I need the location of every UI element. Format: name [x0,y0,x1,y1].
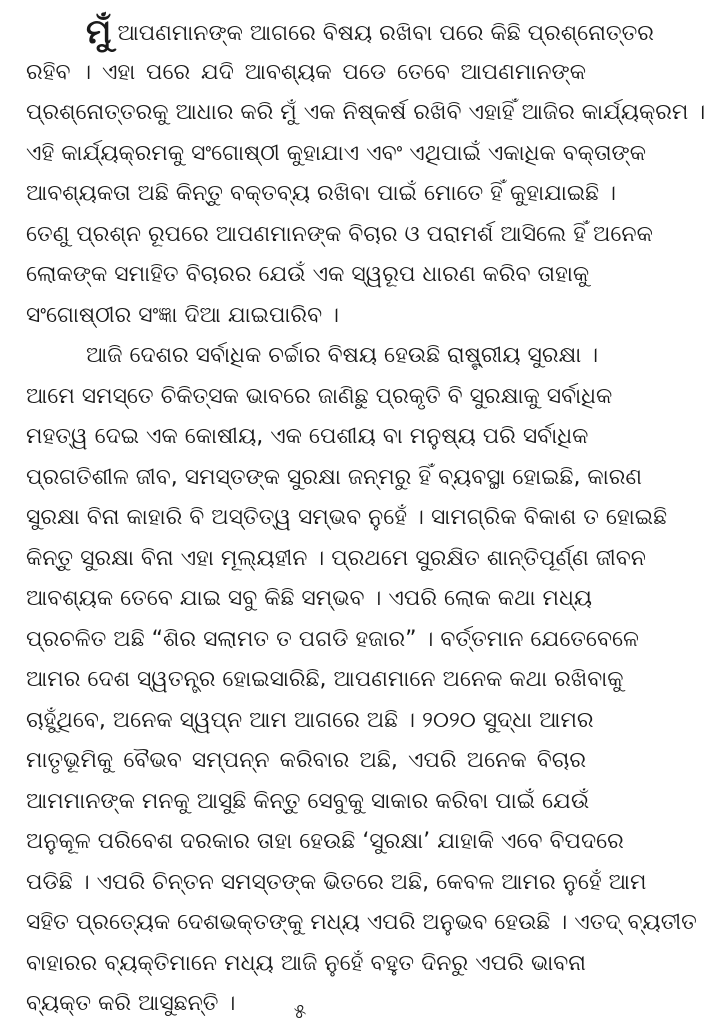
text-line: ପ୍ରଶ୍ନୋତ୍ତରକୁ ଆଧାର କରି ମୁଁ ଏକ ନିଷ୍କର୍ଷ ରଖିବି ଏହାହିଁ ଆଜିର କାର୍ଯ୍ୟକ୍ରମ । [26,100,705,125]
text-line: ଆମମାନଙ୍କ ମନକୁ ଆସୁଛି କିନ୍ତୁ ସେବୁକୁ ସାକାର କରିବା ପାଇଁ ଯେଉଁ [26,788,590,814]
paragraph-2 [26,336,697,1025]
paragraph-1 [26,12,705,336]
text-line: ପ୍ରଗତିଶୀଳ ଜୀବ, ସମସ୍ତଙ୍କ ସୁରକ୍ଷା ଜନ୍ମରୁ ହିଁ ବ୍ୟବସ୍ଥା ହୋଇଛି, କାରଣ [26,464,643,490]
text-line: ମହତ୍ୱ ଦେଇ ଏକ କୋଷୀୟ, ଏକ ପେଶୀୟ ବା ମନୁଷ୍ୟ ପରି ସର୍ବାଧିକ [26,424,589,449]
body-text [26,12,705,1025]
text-line: ଆଜି ଦେଶର ସର୍ବାଧିକ ଚର୍ଚ୍ଚାର ବିଷୟ ହେଉଛି ରାଷ୍ଟ୍ରୀୟ ସୁରକ୍ଷା । [86,343,599,368]
text-line: ମୁଁଆପଣମାନଙ୍କ ଆଗରେ ବିଷୟ ରଖିବା ପରେ କିଛି ପ୍ରଶ୍ନୋତ୍ତର [86,12,654,52]
text-line: ପଡିଛି । ଏପରି ଚିନ୍ତନ ସମସ୍ତଙ୍କ ଭିତରେ ଅଛି, କେବଳ ଆମର ନୁହେଁ ଆମ [26,869,647,895]
text-line: ବ୍ୟକ୍ତ କରି ଆସୁଛନ୍ତି । [26,991,236,1016]
text-line: ପ୍ରଚଳିତ ଅଛି “ଶିର ସଲାମତ ତ ପଗଡି ହଜାର” । ବର୍ତ୍ତମାନ ଯେତେବେଳେ [26,626,639,652]
page-number: ୫ [293,999,307,1023]
text-line: ରହିବ । ଏହା ପରେ ଯଦି ଆବଶ୍ୟକ ପଡେ ତେବେ ଆପଣମାନଙ୍କ [26,59,586,85]
text-line: ଅନୁକୂଳ ପରିବେଶ ଦରକାର ତାହା ହେଉଛି ‘ସୁରକ୍ଷା’ ଯାହାକି ଏବେ ବିପଦରେ [26,829,624,854]
text-line: ସଂଗୋଷ୍ଠୀର ସଂଜ୍ଞା ଦିଆ ଯାଇପାରିବ । [26,302,339,328]
text-line: ବାହାରର ବ୍ୟକ୍ତିମାନେ ମଧ୍ୟ ଆଜି ନୁହେଁ ବହୁତ ଦିନରୁ ଏପରି ଭାବନା [26,950,586,976]
text-line: ମାତୃଭୂମିକୁ ବୈଭବ ସମ୍ପନ୍ନ କରିବାର ଅଛି, ଏପରି ଅନେକ ବିଚାର [26,748,586,773]
text-line: ସୁରକ୍ଷା ବିନା କାହାରି ବି ଅସ୍ତିତ୍ୱ ସମ୍ଭବ ନୁହେଁ । ସାମଗ୍ରିକ ବିକାଶ ତ ହୋଇଛି [26,505,668,530]
text-line: ଚାହୁଁଥିବେ, ଅନେକ ସ୍ୱପ୍ନ ଆମ ଆଗରେ ଅଛି । ୨୦୨୦ ସୁଦ୍ଧା ଆମର [26,707,594,733]
text-line: ଲୋକଙ୍କ ସମାହିତ ବିଚାରର ଯେଉଁ ଏକ ସ୍ୱରୂପ ଧାରଣ କରିବ ତାହାକୁ [26,262,590,287]
text-line: ଆବଶ୍ୟକ ତେବେ ଯାଇ ସବୁ କିଛି ସମ୍ଭବ । ଏପରି ଲୋକ କଥା ମଧ୍ୟ [26,586,593,611]
text-line: ସହିତ ପ୍ରତ୍ୟେକ ଦେଶଭକ୍ତଙ୍କୁ ମଧ୍ୟ ଏପରି ଅନୁଭବ ହେଉଛି । ଏତଦ୍ ବ୍ୟତୀତ [26,910,697,935]
text-line: ଏହି କାର୍ଯ୍ୟକ୍ରମକୁ ସଂଗୋଷ୍ଠୀ କୁହାଯାଏ ଏବଂ ଏଥିପାଇଁ ଏକାଧିକ ବକ୍ତାଙ୍କ [26,140,647,166]
drop-cap: ମୁଁ [86,12,112,52]
text-line: ଆମର ଦେଶ ସ୍ୱତନ୍ତ୍ର ହୋଇସାରିଛି, ଆପଣମାନେ ଅନେକ କଥା ରଖିବାକୁ [26,667,624,692]
text-line: କିନ୍ତୁ ସୁରକ୍ଷା ବିନା ଏହା ମୂଲ୍ୟହୀନ । ପ୍ରଥମେ ସୁରକ୍ଷିତ ଶାନ୍ତିପୂର୍ଣ୍ଣ ଜୀବନ [26,545,646,571]
text-line: ଆମେ ସମସ୍ତେ ଚିକିତ୍ସକ ଭାବରେ ଜାଣିଛୁ ପ୍ରକୃତି ବି ସୁରକ୍ଷାକୁ ସର୍ବାଧିକ [26,383,613,409]
text-line: ତେଣୁ ପ୍ରଶ୍ନ ରୂପରେ ଆପଣମାନଙ୍କ ବିଚାର ଓ ପରାମର୍ଶ ଆସିଲେ ହିଁ ଅନେକ [26,221,653,247]
text-line: ଆବଶ୍ୟକତା ଅଛି କିନ୍ତୁ ବକ୍ତବ୍ୟ ରଖିବା ପାଇଁ ମୋତେ ହିଁ କୁହାଯାଇଛି । [26,181,617,206]
